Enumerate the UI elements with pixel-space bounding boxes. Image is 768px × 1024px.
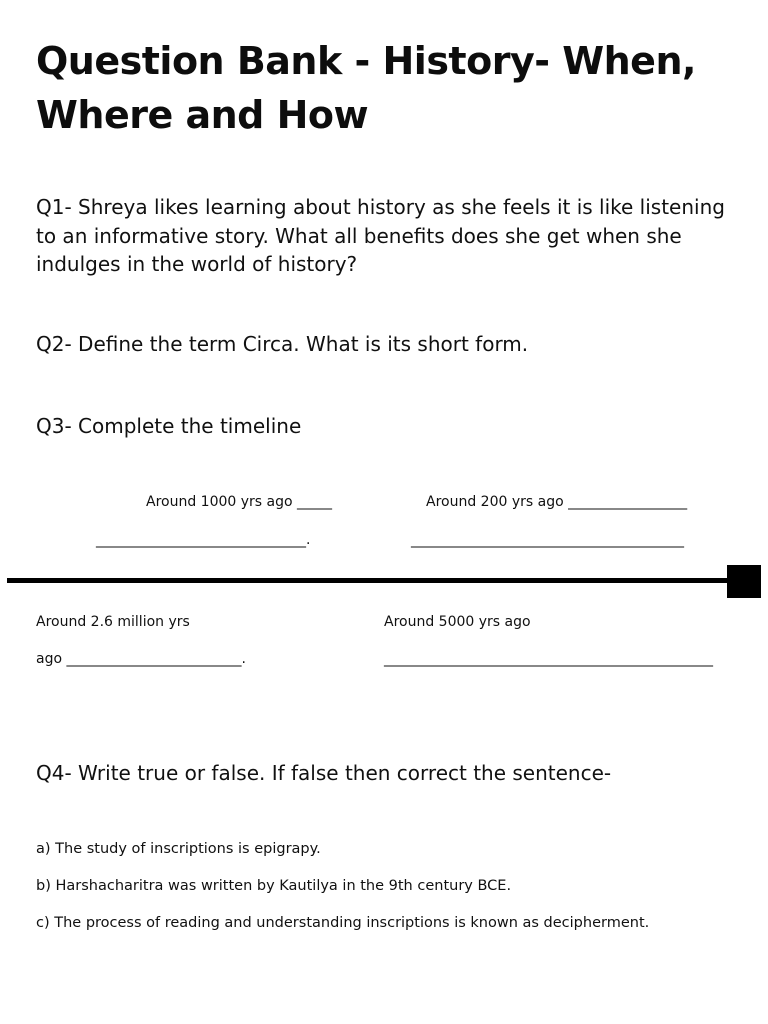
q4-option-b: b) Harshacharitra was written by Kautilya in the 9th century BCE.: [36, 878, 512, 894]
q4-option-a: a) The study of inscriptions is epigrapy.: [36, 841, 321, 857]
question-3: Q3- Complete the timeline: [36, 414, 302, 438]
timeline-label-200-yrs: Around 200 yrs ago _________________: [426, 494, 688, 510]
q4-option-c: c) The process of reading and understanding inscriptions is known as decipherment.: [36, 915, 650, 931]
timeline-blank-2-6-million-yrs: ago _________________________.: [36, 651, 246, 667]
timeline-blank-5000-yrs: _______________________________________________: [384, 651, 713, 667]
page-title: Question Bank - History- When, Where and How: [36, 39, 696, 137]
question-4: Q4- Write true or false. If false then correct the sentence-: [36, 761, 612, 785]
timeline-blank-200-yrs: _______________________________________: [411, 532, 684, 548]
question-2: Q2- Define the term Circa. What is its short form.: [36, 332, 529, 356]
timeline-label-1000-yrs: Around 1000 yrs ago _____: [146, 494, 333, 510]
timeline-end-marker: [727, 565, 761, 598]
question-1: Q1- Shreya likes learning about history as she feels it is like listening to an informative story. What all benefits does she get when she indulges in the world of history?: [36, 195, 725, 276]
timeline-label-5000-yrs: Around 5000 yrs ago: [384, 614, 531, 630]
timeline-axis: [7, 578, 729, 583]
timeline-blank-1000-yrs: ______________________________.: [96, 532, 311, 548]
timeline-label-2-6-million-yrs: Around 2.6 million yrs: [36, 614, 190, 630]
